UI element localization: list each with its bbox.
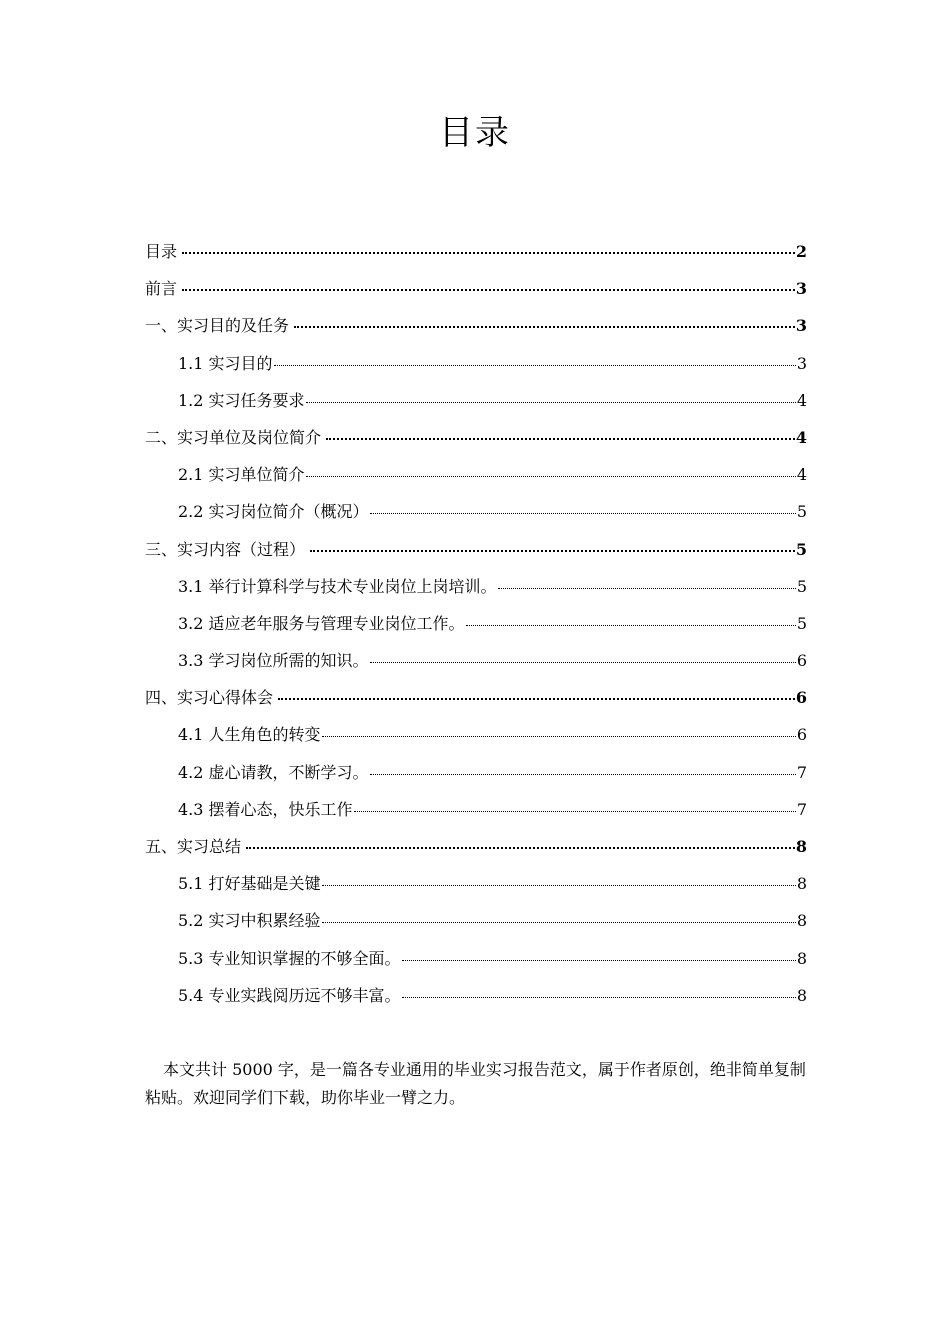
toc-entry-label: 1.2 实习任务要求 [178, 390, 305, 410]
toc-entry[interactable] [145, 531, 807, 568]
toc-entry-label: 四、实习心得体会 [145, 688, 274, 708]
toc-subentry[interactable] [145, 977, 807, 1014]
toc-page-number: 5 [796, 576, 807, 596]
toc-entry[interactable] [145, 270, 807, 307]
toc-entry-label: 5.4 专业实践阅历远不够丰富。 [178, 985, 401, 1005]
toc-entry-label: 4.3 摆着心态，快乐工作 [178, 799, 353, 819]
toc-page-number: 4 [795, 427, 807, 447]
toc-subentry[interactable] [145, 642, 807, 679]
toc-page-number: 7 [796, 762, 807, 782]
toc-dot-leader [326, 437, 795, 440]
toc-page-number: 5 [796, 502, 807, 522]
toc-entry-label: 3.1 举行计算科学与技术专业岗位上岗培训。 [178, 576, 497, 596]
toc-subentry[interactable] [145, 456, 807, 493]
toc-dot-leader [274, 364, 796, 366]
toc-entry-label: 二、实习单位及岗位简介 [145, 427, 322, 447]
toc-dot-leader [246, 846, 795, 849]
toc-entry-label: 3.3 学习岗位所需的知识。 [178, 651, 369, 671]
toc-subentry[interactable] [145, 902, 807, 939]
toc-page-number: 6 [795, 688, 807, 708]
toc-entry[interactable] [145, 233, 807, 270]
toc-entry-label: 5.3 专业知识掌握的不够全面。 [178, 948, 401, 968]
toc-subentry[interactable] [145, 493, 807, 530]
toc-page-number: 8 [796, 911, 807, 931]
toc-dot-leader [466, 624, 796, 626]
toc-entry[interactable] [145, 307, 807, 344]
toc-dot-leader [322, 735, 796, 737]
toc-page-number: 5 [795, 539, 807, 559]
toc-dot-leader [322, 884, 796, 886]
toc-dot-leader [322, 921, 796, 923]
toc-page-number: 8 [796, 948, 807, 968]
toc-subentry[interactable] [145, 865, 807, 902]
toc-page-number: 6 [796, 725, 807, 745]
toc-subentry[interactable] [145, 940, 807, 977]
toc-subentry[interactable] [145, 345, 807, 382]
toc-dot-leader [402, 996, 796, 998]
toc-entry-label: 4.2 虚心请教，不断学习。 [178, 762, 369, 782]
toc-subentry[interactable] [145, 791, 807, 828]
toc-page-number: 5 [796, 613, 807, 633]
toc-page-number: 3 [795, 316, 807, 336]
toc-entry-label: 三、实习内容（过程） [145, 539, 306, 559]
toc-dot-leader [402, 959, 796, 961]
toc-entry-label: 4.1 人生角色的转变 [178, 725, 321, 745]
toc-dot-leader [310, 549, 795, 552]
toc-entry-label: 3.2 适应老年服务与管理专业岗位工作。 [178, 613, 465, 633]
toc-entry[interactable] [145, 679, 807, 716]
toc-dot-leader [182, 251, 795, 254]
toc-subentry[interactable] [145, 605, 807, 642]
toc-dot-leader [278, 697, 795, 700]
toc-dot-leader [306, 401, 796, 403]
toc-entry-label: 目录 [145, 242, 178, 261]
toc-subentry[interactable] [145, 568, 807, 605]
toc-entry-label: 一、实习目的及任务 [145, 316, 290, 336]
toc-page-number: 6 [796, 651, 807, 671]
toc-page-number: 3 [795, 279, 807, 299]
toc-page-number: 8 [795, 837, 807, 856]
toc-entry[interactable] [145, 419, 807, 456]
toc-dot-leader [306, 475, 796, 477]
toc-page-number: 8 [796, 874, 807, 894]
toc-subentry[interactable] [145, 382, 807, 419]
toc-dot-leader [370, 773, 796, 775]
page-title: 目录 [439, 113, 511, 153]
toc-dot-leader [354, 810, 796, 812]
toc-page-number: 8 [796, 985, 807, 1005]
toc-page-number: 3 [796, 353, 807, 373]
toc-entry-label: 前言 [145, 279, 178, 299]
intro-note: 本文共计 5000 字，是一篇各专业通用的毕业实习报告范文，属于作者原创，绝非简单复制粘贴。欢迎同学们下载，助你毕业一臂之力。 [145, 1060, 806, 1107]
toc-page-number: 2 [795, 242, 807, 261]
toc-subentry[interactable] [145, 716, 807, 753]
toc-dot-leader [370, 661, 796, 663]
table-of-contents [145, 233, 807, 1014]
toc-entry-label: 5.2 实习中积累经验 [178, 911, 321, 931]
toc-subentry[interactable] [145, 754, 807, 791]
toc-dot-leader [498, 587, 796, 589]
toc-entry-label: 2.2 实习岗位简介（概况） [178, 502, 369, 522]
toc-dot-leader [370, 512, 796, 514]
toc-entry-label: 2.1 实习单位简介 [178, 465, 305, 485]
toc-page-number: 4 [796, 465, 807, 485]
toc-entry[interactable] [145, 828, 807, 865]
toc-entry-label: 1.1 实习目的 [178, 353, 273, 373]
toc-page-number: 7 [796, 799, 807, 819]
toc-entry-label: 五、实习总结 [145, 837, 242, 856]
toc-dot-leader [182, 288, 795, 291]
toc-page-number: 4 [796, 390, 807, 410]
toc-entry-label: 5.1 打好基础是关键 [178, 874, 321, 894]
toc-dot-leader [294, 325, 795, 328]
